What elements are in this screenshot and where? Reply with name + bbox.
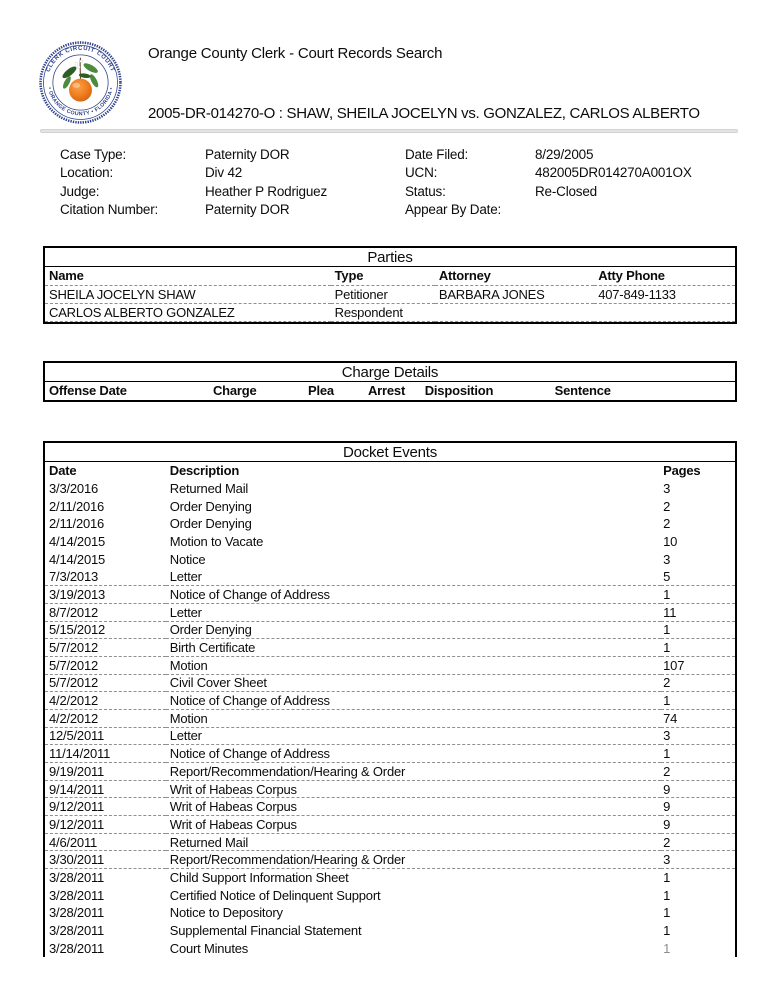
docket-events-title: Docket Events (45, 443, 735, 462)
table-cell: 5/15/2012 (45, 621, 166, 639)
charge-details-section (43, 361, 737, 402)
column-header: Disposition (424, 383, 494, 398)
table-cell: 4/2/2012 (45, 709, 166, 727)
table-cell: Report/Recommendation/Hearing & Order (166, 763, 661, 781)
table-cell: 3/28/2011 (49, 923, 105, 939)
field-label: Appear By Date: (405, 202, 502, 218)
table-row (45, 763, 735, 781)
table-cell: CARLOS ALBERTO GONZALEZ (45, 303, 331, 321)
parties-section (43, 246, 737, 324)
table-cell: Notice of Change of Address (166, 586, 661, 604)
table-row (45, 603, 735, 621)
docket-events-header-row (45, 462, 735, 480)
case-info-row (60, 201, 405, 220)
table-row (45, 568, 735, 586)
table-cell: 4/6/2011 (45, 833, 166, 851)
field-label: UCN: (405, 165, 438, 181)
table-cell: Writ of Habeas Corpus (166, 816, 661, 834)
table-cell (594, 303, 735, 321)
seal-orange-fruit (69, 79, 92, 102)
table-cell: 9/12/2011 (45, 816, 166, 834)
table-cell: 1 (661, 745, 735, 763)
table-row (45, 303, 735, 321)
seal-blossom (80, 60, 83, 63)
table-row (45, 515, 735, 533)
table-cell: SHEILA JOCELYN SHAW (45, 285, 331, 303)
case-title: 2005-DR-014270-O : SHAW, SHEILA JOCELYN vs. GONZALEZ, CARLOS ALBERTO (148, 105, 700, 122)
column-header: Pages (663, 463, 701, 478)
field-value: Paternity DOR (205, 146, 290, 162)
table-row (45, 709, 735, 727)
column-header: Plea (308, 383, 334, 398)
column-header: Attorney (435, 267, 594, 285)
table-cell: Letter (166, 727, 661, 745)
seal-blossom (75, 62, 78, 65)
seal-top-text: CLERK CIRCUIT COURT (45, 45, 116, 74)
table-cell: Notice (169, 551, 206, 567)
case-info-row (405, 201, 737, 220)
table-row (45, 869, 735, 887)
table-cell: 1 (663, 905, 671, 921)
header-titles (148, 40, 700, 125)
case-info-row (60, 145, 405, 164)
table-cell: 3/28/2011 (49, 905, 105, 921)
table-row (45, 851, 735, 869)
table-cell: 5/7/2012 (45, 674, 166, 692)
table-cell: BARBARA JONES (435, 285, 594, 303)
table-cell: Writ of Habeas Corpus (166, 798, 661, 816)
docket-events-section (43, 441, 737, 958)
column-header: Charge (212, 383, 257, 398)
page-header (38, 40, 773, 125)
table-cell: 2 (661, 674, 735, 692)
table-cell: Child Support Information Sheet (169, 870, 349, 886)
table-cell: 1 (663, 923, 671, 939)
table-row (45, 285, 735, 303)
table-row (45, 550, 735, 568)
table-cell: Order Denying (169, 498, 252, 514)
table-cell: 1 (663, 940, 671, 956)
case-info-section (43, 145, 737, 219)
table-cell: 1 (661, 639, 735, 657)
table-row (45, 621, 735, 639)
table-row (45, 745, 735, 763)
field-value: 482005DR014270A001OX (535, 165, 692, 181)
table-row (45, 639, 735, 657)
field-value: 8/29/2005 (535, 146, 594, 162)
parties-title: Parties (45, 248, 735, 267)
parties-table (45, 267, 735, 322)
table-row (45, 656, 735, 674)
table-cell: Order Denying (169, 516, 252, 532)
table-cell: Letter (166, 568, 661, 586)
table-cell: Motion (166, 656, 661, 674)
case-info-row (60, 182, 405, 201)
table-cell: 1 (661, 586, 735, 604)
seal-bottom-text: • ORANGE COUNTY • FLORIDA • (46, 86, 115, 118)
column-header: Date (49, 463, 77, 478)
table-cell: 3/28/2011 (49, 887, 105, 903)
table-cell: 9 (661, 816, 735, 834)
field-value: Heather P Rodriguez (205, 183, 328, 199)
table-cell: Civil Cover Sheet (166, 674, 661, 692)
field-value: Paternity DOR (205, 202, 290, 218)
table-cell: Notice of Change of Address (166, 692, 661, 710)
table-row (45, 497, 735, 515)
table-cell: 4/14/2015 (49, 551, 106, 567)
case-info-row (405, 145, 737, 164)
table-cell: 9 (661, 798, 735, 816)
table-row (45, 904, 735, 922)
case-info-right-column (405, 145, 737, 219)
table-cell: 3 (663, 480, 671, 496)
table-cell: 9/12/2011 (45, 798, 166, 816)
table-cell: 2/11/2016 (49, 516, 105, 532)
table-cell: Order Denying (166, 621, 661, 639)
column-header: Type (331, 267, 435, 285)
case-info-row (405, 164, 737, 183)
table-cell: 5 (661, 568, 735, 586)
parties-header-row (45, 267, 735, 285)
table-row (45, 798, 735, 816)
case-info-left-column (43, 145, 405, 219)
column-header: Arrest (367, 383, 406, 398)
table-cell: 74 (661, 709, 735, 727)
table-row (45, 692, 735, 710)
table-cell: 10 (663, 533, 678, 549)
table-cell: 9/14/2011 (45, 780, 166, 798)
field-label: Date Filed: (405, 146, 469, 162)
column-header: Description (169, 463, 240, 478)
table-cell: Respondent (331, 303, 435, 321)
table-cell: 2 (663, 516, 671, 532)
table-cell: 2/11/2016 (49, 498, 105, 514)
column-header: Offense Date (49, 383, 127, 398)
docket-events-table (45, 462, 735, 958)
table-cell: Returned Mail (169, 480, 249, 496)
table-cell: 8/7/2012 (45, 603, 166, 621)
table-cell: Motion to Vacate (169, 533, 264, 549)
field-label: Case Type: (60, 146, 127, 162)
field-label: Location: (60, 165, 113, 181)
table-cell: Certified Notice of Delinquent Support (169, 887, 381, 903)
column-header: Name (45, 267, 331, 285)
table-cell: 3 (661, 727, 735, 745)
table-cell: 7/3/2013 (45, 568, 166, 586)
table-row (45, 922, 735, 940)
header-divider (40, 129, 738, 133)
table-cell: 3 (663, 551, 671, 567)
table-cell: Letter (166, 603, 661, 621)
table-row (45, 939, 735, 957)
county-seal-icon (38, 40, 123, 125)
table-cell: 5/7/2012 (45, 656, 166, 674)
table-row (45, 533, 735, 551)
table-cell: 4/2/2012 (45, 692, 166, 710)
table-row (45, 780, 735, 798)
table-cell: Notice of Change of Address (166, 745, 661, 763)
table-cell: Court Minutes (169, 940, 249, 956)
table-row (45, 833, 735, 851)
table-cell: 3 (661, 851, 735, 869)
field-value: Re-Closed (535, 183, 597, 199)
table-cell: Notice to Depository (169, 905, 283, 921)
table-row (45, 586, 735, 604)
table-cell: 2 (661, 763, 735, 781)
field-label: Citation Number: (60, 202, 159, 218)
charge-details-header-row (45, 382, 735, 400)
seal-blossom (78, 66, 81, 69)
table-cell: 407-849-1133 (594, 285, 735, 303)
table-cell: Motion (166, 709, 661, 727)
table-cell: 1 (663, 887, 671, 903)
table-cell: 3/3/2016 (49, 480, 99, 496)
table-cell: Returned Mail (166, 833, 661, 851)
column-header: Atty Phone (594, 267, 735, 285)
seal-orange-highlight (72, 83, 80, 88)
table-cell: 1 (661, 621, 735, 639)
case-info-row (60, 164, 405, 183)
table-cell: 3/28/2011 (49, 940, 105, 956)
table-row (45, 886, 735, 904)
table-cell: Birth Certificate (166, 639, 661, 657)
case-info-row (405, 182, 737, 201)
table-cell: 1 (661, 692, 735, 710)
table-cell: 3/30/2011 (45, 851, 166, 869)
table-cell: 3/28/2011 (49, 870, 105, 886)
table-cell: 11 (661, 603, 735, 621)
field-label: Status: (405, 183, 446, 199)
table-row (45, 727, 735, 745)
table-row (45, 816, 735, 834)
table-cell: Petitioner (331, 285, 435, 303)
table-cell: Supplemental Financial Statement (169, 923, 362, 939)
table-cell: 1 (663, 870, 671, 886)
table-cell: 2 (661, 833, 735, 851)
table-cell: Report/Recommendation/Hearing & Order (166, 851, 661, 869)
table-cell (435, 303, 594, 321)
column-header: Sentence (554, 383, 611, 398)
table-cell: 2 (663, 498, 671, 514)
field-value: Div 42 (205, 165, 243, 181)
table-cell: 3/19/2013 (45, 586, 166, 604)
table-cell: 9 (661, 780, 735, 798)
field-label: Judge: (60, 183, 100, 199)
charge-details-table (45, 382, 735, 400)
table-cell: 11/14/2011 (45, 745, 166, 763)
table-cell: 4/14/2015 (49, 533, 106, 549)
table-cell: Writ of Habeas Corpus (166, 780, 661, 798)
table-cell: 107 (661, 656, 735, 674)
charge-details-title: Charge Details (45, 363, 735, 382)
table-cell: 5/7/2012 (45, 639, 166, 657)
table-row (45, 674, 735, 692)
table-row (45, 480, 735, 498)
app-title: Orange County Clerk - Court Records Search (148, 45, 443, 62)
table-cell: 9/19/2011 (45, 763, 166, 781)
table-cell: 12/5/2011 (45, 727, 166, 745)
